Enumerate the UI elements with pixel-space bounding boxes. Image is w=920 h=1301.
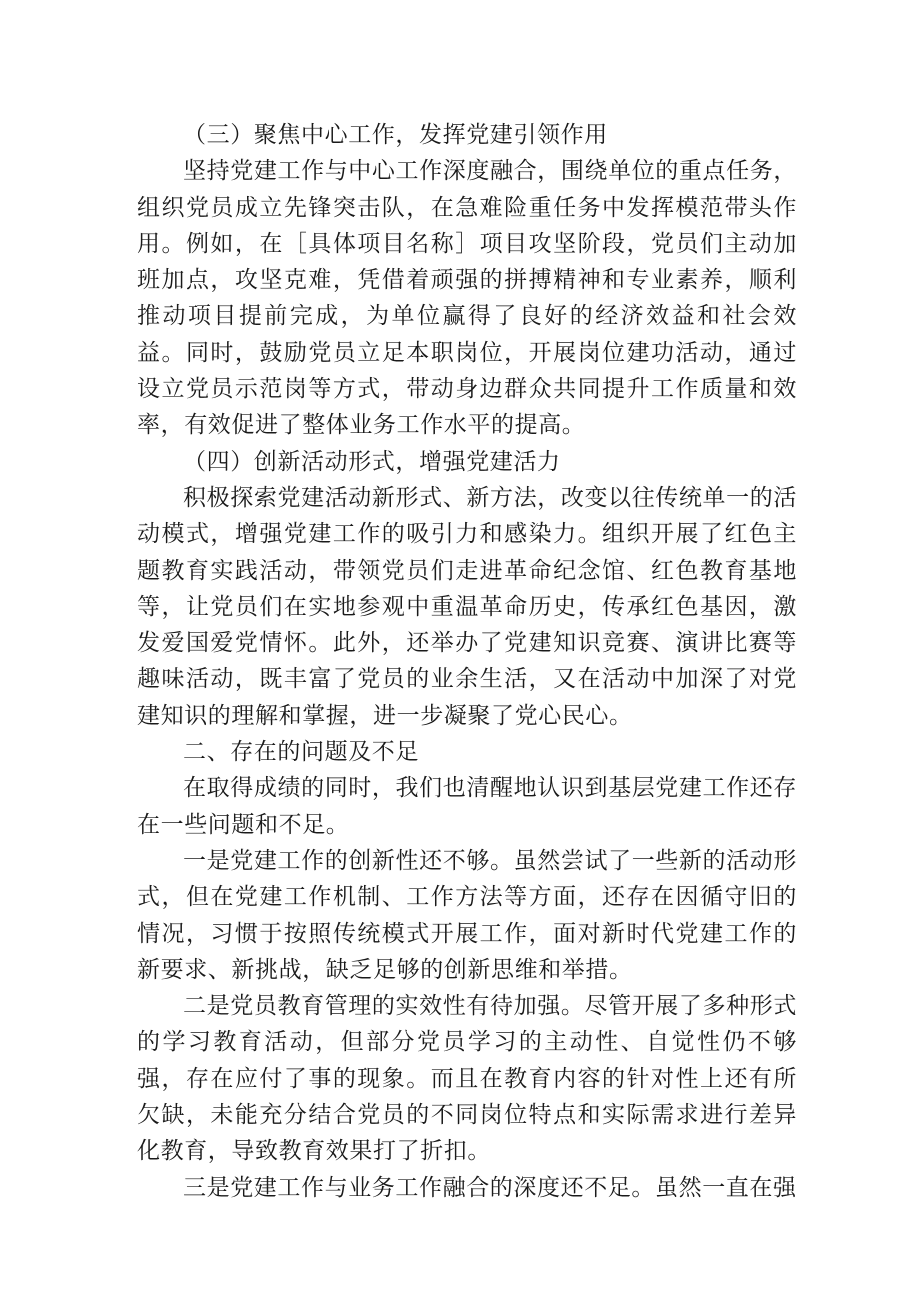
paragraph-issue-integration: 三是党建工作与业务工作融合的深度还不足。虽然一直在强 [183, 1174, 797, 1201]
paragraph-focus-center-work: 坚持党建工作与中心工作深度融合，围绕单位的重点任务，组织党员成立先锋突击队，在急难险重任务中发挥模范带头作用。例如，在［具体项目名称］项目攻坚阶段，党员们主动加班加点，攻坚克难，凭借着顽强的拼搏精神和专业素养，顺利推动项目提前完成，为单位赢得了良好的经济效益和社会效益。同时，鼓励党员立足本职岗位，开展岗位建功活动，通过设立党员示范岗等方式，带动身边群众共同提升工作质量和效率，有效促进了整体业务工作水平的提高。 [137, 158, 797, 439]
section-heading-problems: 二、存在的问题及不足 [183, 739, 419, 766]
subheading-focus-center-work: （三）聚焦中心工作，发挥党建引领作用 [183, 122, 608, 148]
paragraph-problems-intro: 在取得成绩的同时，我们也清醒地认识到基层党建工作还存在一些问题和不足。 [137, 775, 797, 838]
paragraph-issue-innovation: 一是党建工作的创新性还不够。虽然尝试了一些新的活动形式，但在党建工作机制、工作方法等方面，还存在因循守旧的情况，习惯于按照传统模式开展工作，面对新时代党建工作的新要求、新挑战，缺乏足够的创新思维和举措。 [137, 847, 797, 983]
subheading-innovate-activities: （四）创新活动形式，增强党建活力 [183, 448, 561, 475]
paragraph-issue-education: 二是党员教育管理的实效性有待加强。尽管开展了多种形式的学习教育活动，但部分党员学习的主动性、自觉性仍不够强，存在应付了事的现象。而且在教育内容的针对性上还有所欠缺，未能充分结合党员的不同岗位特点和实际需求进行差异化教育，导致教育效果打了折扣。 [137, 993, 797, 1165]
document-body [137, 117, 797, 1206]
paragraph-innovate-activities: 积极探索党建活动新形式、新方法，改变以往传统单一的活动模式，增强党建工作的吸引力和感染力。组织开展了红色主题教育实践活动，带领党员们走进革命纪念馆、红色教育基地等，让党员们在实地参观中重温革命历史，传承红色基因，激发爱国爱党情怀。此外，还举办了党建知识竞赛、演讲比赛等趣味活动，既丰富了党员的业余生活，又在活动中加深了对党建知识的理解和掌握，进一步凝聚了党心民心。 [137, 484, 797, 729]
